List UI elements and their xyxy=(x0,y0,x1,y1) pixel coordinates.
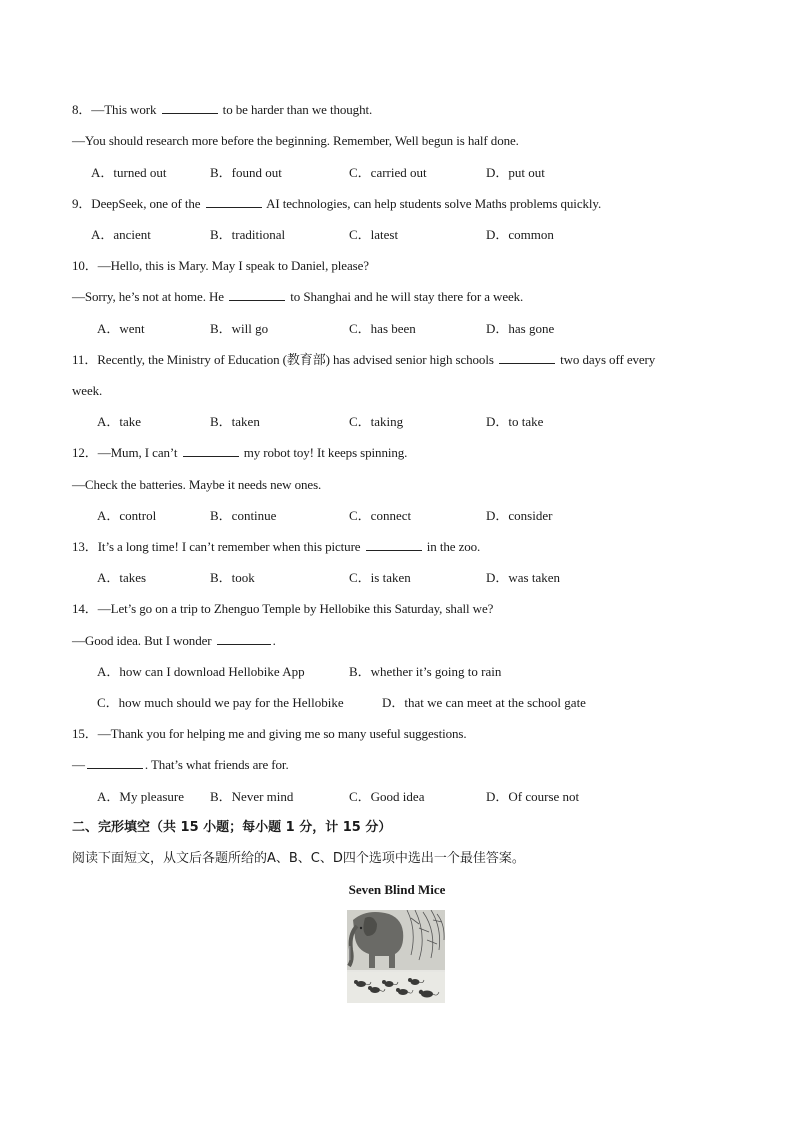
q9-option-c: C．latest xyxy=(349,227,399,242)
section-heading: 二、完形填空（共 15 小题；每小题 1 分，计 15 分） xyxy=(72,820,392,835)
question-14-reply xyxy=(72,632,276,650)
q9-text-1: 9．DeepSeek, one of the xyxy=(72,196,204,211)
question-11-stem xyxy=(72,351,655,369)
q10-option-c: C．has been xyxy=(349,321,416,336)
q9-option-d: D．common xyxy=(486,227,554,242)
q12-option-a: A．control xyxy=(97,508,157,523)
question-12-reply: —Check the batteries. Maybe it needs new ones. xyxy=(72,477,322,492)
q11-option-a: A．take xyxy=(97,414,142,429)
q8-option-d: D．put out xyxy=(486,165,545,180)
q8-text-2: to be harder than we thought. xyxy=(219,102,373,117)
question-11-continued: week. xyxy=(72,383,103,398)
answer-blank xyxy=(162,101,218,114)
q14-option-b: B．whether it’s going to rain xyxy=(349,664,502,679)
answer-blank xyxy=(229,288,285,301)
q11-option-d: D．to take xyxy=(486,414,544,429)
answer-blank xyxy=(366,538,422,551)
q14-text-2: . xyxy=(272,633,276,648)
answer-blank xyxy=(87,756,143,769)
question-15-stem: 15．—Thank you for helping me and giving me so many useful suggestions. xyxy=(72,726,467,741)
q12-option-b: B．continue xyxy=(210,508,277,523)
answer-blank xyxy=(499,351,555,364)
q8-option-b: B．found out xyxy=(210,165,282,180)
q14-option-a: A．how can I download Hellobike App xyxy=(97,664,305,679)
q10-text-2: to Shanghai and he will stay there for a week. xyxy=(287,289,524,304)
elephant-and-mice-illustration xyxy=(347,910,445,1003)
q15-option-b: B．Never mind xyxy=(210,789,294,804)
q13-option-c: C．is taken xyxy=(349,570,411,585)
q8-option-c: C．carried out xyxy=(349,165,427,180)
question-8-stem xyxy=(72,101,372,119)
q14-text-1: —Good idea. But I wonder xyxy=(72,633,215,648)
q10-option-b: B．will go xyxy=(210,321,269,336)
q15-text-2: . That’s what friends are for. xyxy=(144,757,289,772)
q13-option-a: A．takes xyxy=(97,570,147,585)
q11-option-b: B．taken xyxy=(210,414,260,429)
q13-option-d: D．was taken xyxy=(486,570,561,585)
section-instruction: 阅读下面短文，从文后各题所给的A、B、C、D四个选项中选出一个最佳答案。 xyxy=(72,851,525,866)
question-10-stem: 10．—Hello, this is Mary. May I speak to Daniel, please? xyxy=(72,258,369,273)
question-10-reply xyxy=(72,288,523,306)
q9-option-a: A．ancient xyxy=(91,227,151,242)
q14-option-d: D．that we can meet at the school gate xyxy=(382,695,586,710)
q15-option-c: C．Good idea xyxy=(349,789,425,804)
q12-option-d: D．consider xyxy=(486,508,553,523)
q10-option-a: A．went xyxy=(97,321,145,336)
q12-text-1: 12．—Mum, I can’t xyxy=(72,445,181,460)
q12-text-2: my robot toy! It keeps spinning. xyxy=(240,445,408,460)
q10-text-1: —Sorry, he’s not at home. He xyxy=(72,289,228,304)
q11-text-1: 11．Recently, the Ministry of Education (教育部) has advised senior high schools xyxy=(72,352,497,367)
question-13-stem xyxy=(72,538,480,556)
q15-text-1: — xyxy=(72,757,85,772)
q13-text-2: in the zoo. xyxy=(423,539,481,554)
question-12-stem xyxy=(72,444,407,462)
question-14-stem: 14．—Let’s go on a trip to Zhenguo Temple by Hellobike this Saturday, shall we? xyxy=(72,601,494,616)
answer-blank xyxy=(183,444,239,457)
q13-option-b: B．took xyxy=(210,570,255,585)
q15-option-a: A．My pleasure xyxy=(97,789,185,804)
passage-title: Seven Blind Mice xyxy=(348,882,446,897)
answer-blank xyxy=(217,632,271,645)
question-9-stem xyxy=(72,195,601,213)
answer-blank xyxy=(206,195,262,208)
q11-option-c: C．taking xyxy=(349,414,404,429)
q8-option-a: A．turned out xyxy=(91,165,167,180)
q12-option-c: C．connect xyxy=(349,508,412,523)
q15-option-d: D．Of course not xyxy=(486,789,580,804)
q13-text-1: 13．It’s a long time! I can’t remember when this picture xyxy=(72,539,364,554)
q14-option-c: C．how much should we pay for the Hellobike xyxy=(97,695,344,710)
q9-text-2: AI technologies, can help students solve Maths problems quickly. xyxy=(263,196,602,211)
q8-text-1: 8．—This work xyxy=(72,102,160,117)
q10-option-d: D．has gone xyxy=(486,321,555,336)
q9-option-b: B．traditional xyxy=(210,227,286,242)
q11-text-2: two days off every xyxy=(556,352,656,367)
question-15-reply xyxy=(72,756,289,774)
question-8-reply: —You should research more before the beginning. Remember, Well begun is half done. xyxy=(72,133,519,148)
